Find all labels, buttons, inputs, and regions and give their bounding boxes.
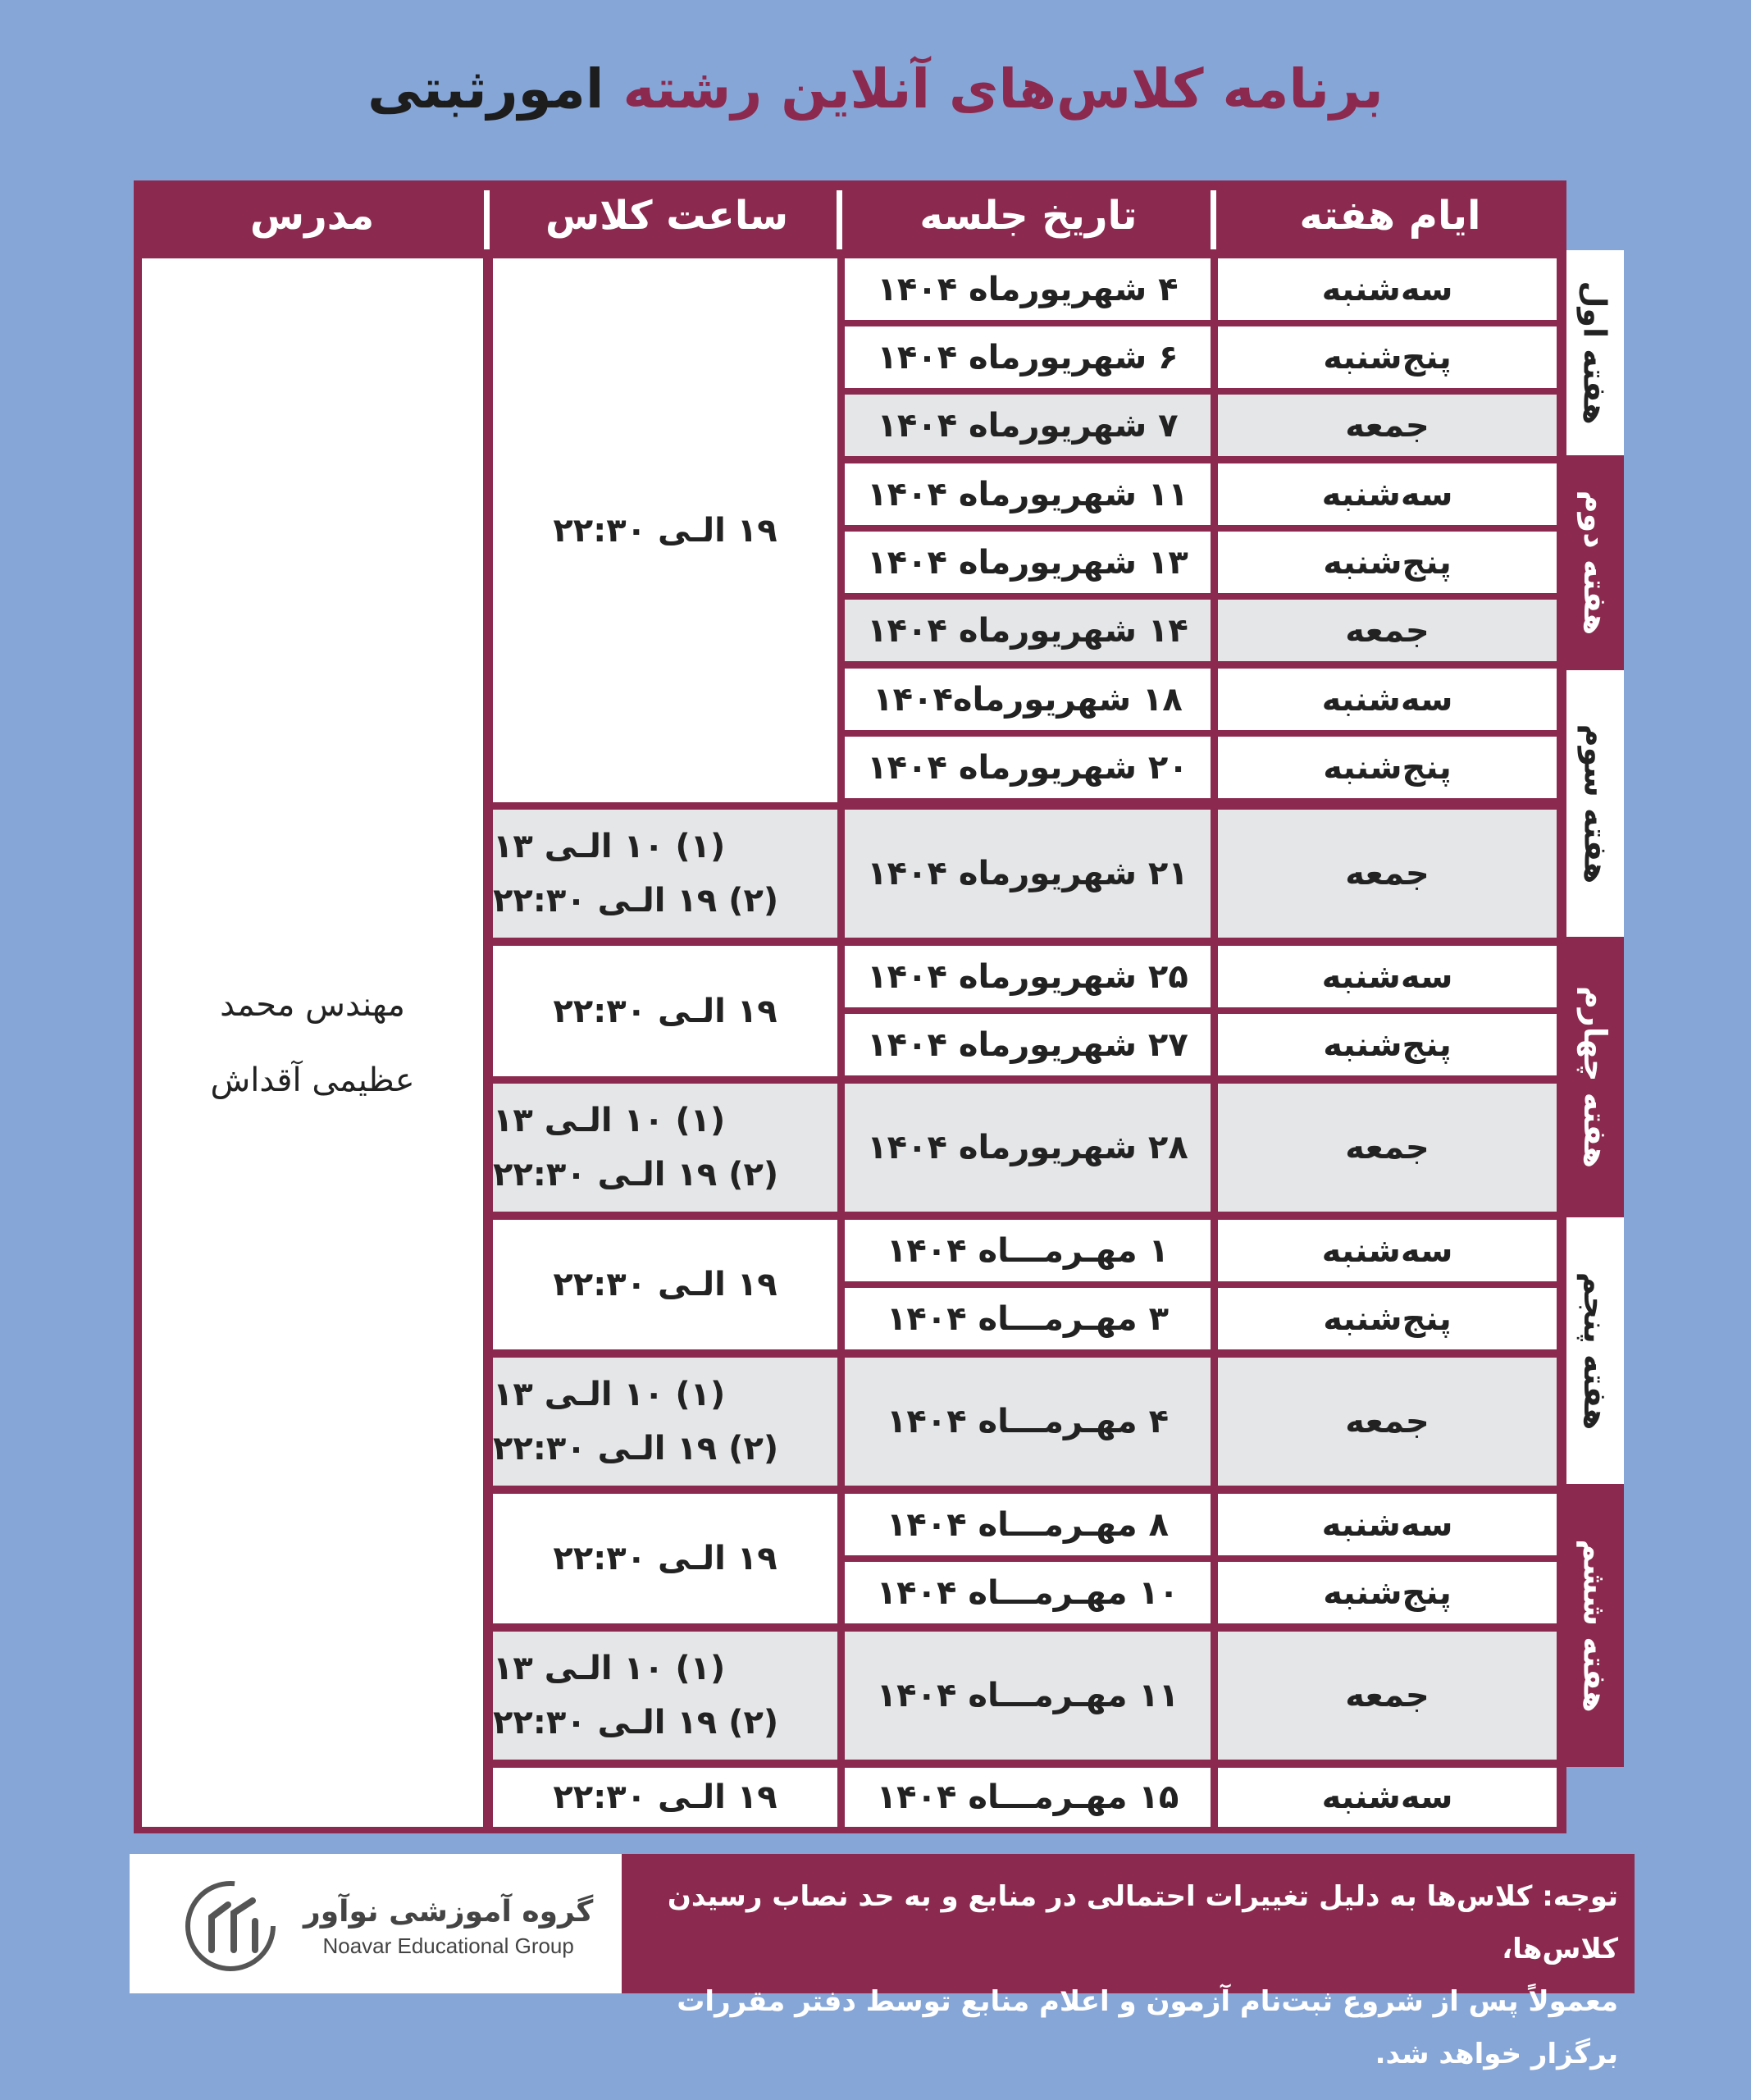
time-cell-split bbox=[493, 1632, 837, 1760]
time-slot-1: (۱) ۱۰ الـی ۱۳ bbox=[493, 1650, 726, 1687]
time-slot-1: (۱) ۱۰ الـی ۱۳ bbox=[493, 1102, 726, 1139]
time-slot-1: (۱) ۱۰ الـی ۱۳ bbox=[493, 828, 726, 865]
day-cell: سه‌شنبه bbox=[1218, 669, 1557, 730]
date-cell: ۷ شهریورماه ۱۴۰۴ bbox=[845, 395, 1211, 456]
day-cell: جمعه bbox=[1218, 600, 1557, 661]
day-cell: پنج‌شنبه bbox=[1218, 1014, 1557, 1075]
date-cell: ۲۵ شهریورماه ۱۴۰۴ bbox=[845, 946, 1211, 1007]
time-cell-split bbox=[493, 810, 837, 938]
day-cell: پنج‌شنبه bbox=[1218, 532, 1557, 593]
time-cell: ۱۹ الـی ۲۲:۳۰ bbox=[493, 1220, 837, 1349]
header-divider bbox=[837, 190, 842, 249]
page-title bbox=[0, 57, 1751, 121]
date-cell: ۴ مهـرمـــاه ۱۴۰۴ bbox=[845, 1358, 1211, 1486]
date-cell: ۱۱ مهـرمـــاه ۱۴۰۴ bbox=[845, 1632, 1211, 1760]
day-cell: جمعه bbox=[1218, 1632, 1557, 1760]
header-date: تاریخ جلسه bbox=[919, 192, 1138, 239]
day-cell: سه‌شنبه bbox=[1218, 463, 1557, 525]
date-cell: ۱۱ شهریورماه ۱۴۰۴ bbox=[845, 463, 1211, 525]
footer-note bbox=[622, 1854, 1635, 2070]
day-cell: جمعه bbox=[1218, 810, 1557, 938]
header-divider bbox=[1211, 190, 1216, 249]
time-cell: ۱۹ الـی ۲۲:۳۰ bbox=[493, 1494, 837, 1623]
time-slot-2: (۲) ۱۹ الـی ۲۲:۳۰ bbox=[493, 882, 779, 920]
time-slot-1: (۱) ۱۰ الـی ۱۳ bbox=[493, 1376, 726, 1413]
teacher-line-1: مهندس محمد bbox=[220, 986, 405, 1024]
time-slot-2: (۲) ۱۹ الـی ۲۲:۳۰ bbox=[493, 1704, 779, 1742]
date-cell: ۲۸ شهریورماه ۱۴۰۴ bbox=[845, 1084, 1211, 1212]
logo-text bbox=[303, 1895, 593, 1959]
teacher-line-2: عظیمی آقداش bbox=[210, 1061, 415, 1099]
time-cell-split bbox=[493, 1084, 837, 1212]
day-cell: پنج‌شنبه bbox=[1218, 326, 1557, 388]
week-label: هفته چهارم bbox=[1566, 937, 1624, 1217]
date-cell: ۱۳ شهریورماه ۱۴۰۴ bbox=[845, 532, 1211, 593]
week-label: هفته دوم bbox=[1566, 455, 1624, 670]
day-cell: جمعه bbox=[1218, 395, 1557, 456]
date-cell: ۳ مهـرمـــاه ۱۴۰۴ bbox=[845, 1288, 1211, 1349]
day-cell: سه‌شنبه bbox=[1218, 1494, 1557, 1555]
time-cell: ۱۹ الـی ۲۲:۳۰ bbox=[493, 258, 837, 802]
day-cell: سه‌شنبه bbox=[1218, 258, 1557, 320]
time-cell: ۱۹ الـی ۲۲:۳۰ bbox=[493, 946, 837, 1076]
week-label: هفته ششم bbox=[1566, 1484, 1624, 1767]
noavar-logo-icon bbox=[183, 1872, 281, 1977]
week-label: هفته اول bbox=[1566, 250, 1624, 455]
date-cell: ۶ شهریورماه ۱۴۰۴ bbox=[845, 326, 1211, 388]
date-cell: ۲۷ شهریورماه ۱۴۰۴ bbox=[845, 1014, 1211, 1075]
day-cell: سه‌شنبه bbox=[1218, 1768, 1557, 1827]
logo-fa: گروه آموزشی نوآور bbox=[303, 1895, 594, 1929]
day-cell: پنج‌شنبه bbox=[1218, 1288, 1557, 1349]
title-accent: امورثبتی bbox=[367, 57, 604, 121]
date-cell: ۲۰ شهریورماه ۱۴۰۴ bbox=[845, 737, 1211, 798]
time-cell-split bbox=[493, 1358, 837, 1486]
day-cell: سه‌شنبه bbox=[1218, 1220, 1557, 1281]
day-cell: سه‌شنبه bbox=[1218, 946, 1557, 1007]
day-cell: پنج‌شنبه bbox=[1218, 737, 1557, 798]
date-cell: ۴ شهریورماه ۱۴۰۴ bbox=[845, 258, 1211, 320]
date-cell: ۱۸ شهریورماه۱۴۰۴ bbox=[845, 669, 1211, 730]
teacher-cell bbox=[142, 258, 483, 1827]
date-cell: ۸ مهـرمـــاه ۱۴۰۴ bbox=[845, 1494, 1211, 1555]
day-cell: جمعه bbox=[1218, 1084, 1557, 1212]
date-cell: ۲۱ شهریورماه ۱۴۰۴ bbox=[845, 810, 1211, 938]
date-cell: ۱۰ مهـرمـــاه ۱۴۰۴ bbox=[845, 1562, 1211, 1623]
logo-en: Noavar Educational Group bbox=[322, 1933, 574, 1958]
day-cell: پنج‌شنبه bbox=[1218, 1562, 1557, 1623]
week-label: هفته سوم bbox=[1566, 670, 1624, 937]
date-cell: ۱۵ مهـرمـــاه ۱۴۰۴ bbox=[845, 1768, 1211, 1827]
note-line-2: معمولاً پس از شروع ثبت‌نام آزمون و اعلام منابع توسط دفتر مقررات برگزار خواهد شد. bbox=[677, 1985, 1618, 2070]
date-cell: ۱۴ شهریورماه ۱۴۰۴ bbox=[845, 600, 1211, 661]
header-divider bbox=[484, 190, 490, 249]
time-cell: ۱۹ الـی ۲۲:۳۰ bbox=[493, 1768, 837, 1827]
week-label: هفته پنجم bbox=[1566, 1217, 1624, 1484]
header-days: ایام هفته bbox=[1299, 192, 1481, 239]
note-prefix: توجه: bbox=[1542, 1880, 1618, 1913]
time-slot-2: (۲) ۱۹ الـی ۲۲:۳۰ bbox=[493, 1156, 779, 1194]
title-main: برنامه کلاس‌های آنلاین رشته bbox=[622, 57, 1384, 121]
time-slot-2: (۲) ۱۹ الـی ۲۲:۳۰ bbox=[493, 1430, 779, 1468]
header-teacher: مدرس bbox=[249, 192, 375, 239]
date-cell: ۱ مهـرمـــاه ۱۴۰۴ bbox=[845, 1220, 1211, 1281]
header-time: ساعت کلاس bbox=[545, 192, 789, 239]
day-cell: جمعه bbox=[1218, 1358, 1557, 1486]
note-line-1: کلاس‌ها به دلیل تغییرات احتمالی در منابع و به حد نصاب رسیدن کلاس‌ها، bbox=[667, 1880, 1618, 1965]
